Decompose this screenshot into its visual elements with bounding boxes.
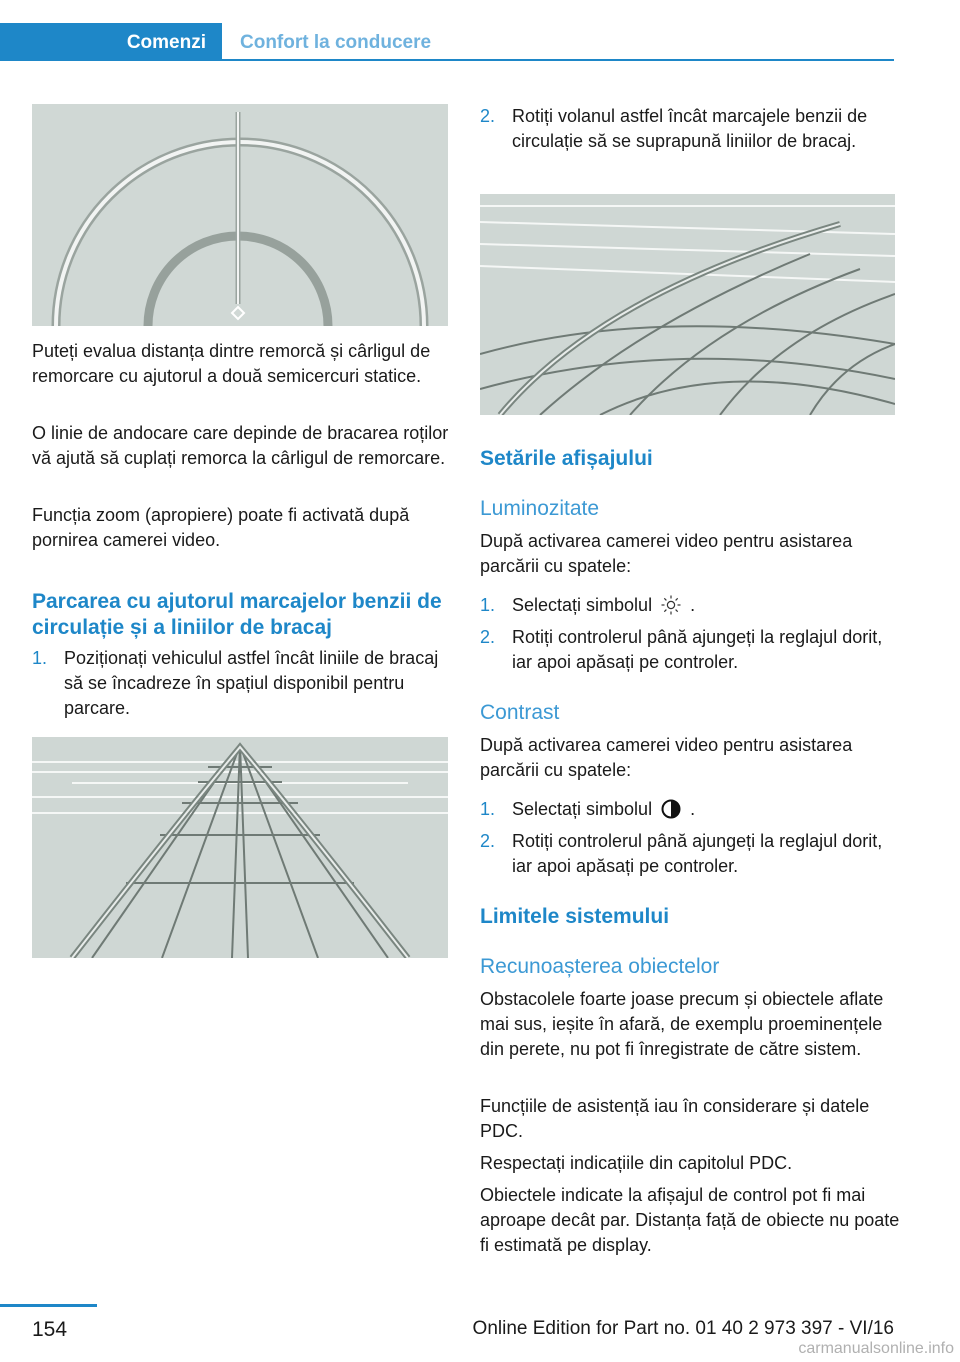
step-text: Rotiți controlerul până ajungeți la reglajul dorit, iar apoi apăsați pe controler. — [512, 831, 883, 876]
list-item-step-1 — [32, 646, 452, 726]
step-text — [512, 797, 896, 822]
page-number: 154 — [32, 1318, 68, 1341]
heading-parking-lanes: Parcarea cu ajutorul marcajelor benzii de circulație și a liniilor de bracaj — [32, 590, 442, 639]
paragraph-pdc-chapter: Respectați indicațiile din capitolul PDC. — [480, 1153, 793, 1173]
paragraph-low-obstacles: Obstacolele foarte joase precum și obiectele aflate mai sus, ieșite în afară, de exemplu proeminențele din perete, nu pot fi înregistrate de către sistem. — [480, 989, 884, 1059]
step-number: 2. — [480, 831, 496, 851]
list-item-step-2 — [480, 104, 900, 184]
figure-steering-overlay — [480, 194, 895, 415]
paragraph-semicircles: Puteți evalua distanța dintre remorcă și cârligul de remorcare cu ajutorul a două semicercuri statice. — [32, 341, 431, 386]
brightness-step-2 — [480, 625, 900, 677]
heading-system-limits: Limitele sistemului — [480, 905, 670, 928]
brightness-step-1 — [480, 593, 900, 619]
step-text: Poziționați vehiculul astfel încât liniile de bracaj să se încadreze în spațiul disponibil pentru parcare. — [64, 648, 439, 718]
heading-brightness: Luminozitate — [480, 497, 600, 520]
contrast-intro: După activarea camerei video pentru asistarea parcării cu spatele: — [480, 735, 853, 780]
footer-rule — [0, 1304, 97, 1307]
step-number: 2. — [480, 106, 496, 126]
heading-display-settings: Setările afișajului — [480, 447, 653, 470]
paragraph-pdc-data: Funcțiile de asistență iau în considerare și datele PDC. — [480, 1096, 870, 1141]
step-number: 1. — [480, 799, 496, 819]
figure-lane-markings — [32, 737, 448, 958]
edition-label: Online Edition for Part no. 01 40 2 973 397 - VI/16 — [472, 1318, 894, 1339]
contrast-step-1 — [480, 797, 900, 823]
watermark: carmanualsonline.info — [798, 1340, 954, 1357]
section-tab: Confort la conducere — [240, 32, 432, 53]
chapter-tab — [0, 23, 222, 61]
header-rule — [222, 59, 894, 61]
contrast-icon — [660, 798, 682, 820]
step-number: 2. — [480, 627, 496, 647]
paragraph-zoom: Funcția zoom (apropiere) poate fi activată după pornirea camerei video. — [32, 505, 410, 550]
step-text-after: . — [690, 595, 696, 615]
heading-object-recognition: Recunoașterea obiectelor — [480, 955, 720, 978]
paragraph-docking-line: O linie de andocare care depinde de bracarea roților vă ajută să cuplați remorca la cârligul de remorcare. — [32, 423, 449, 468]
step-number: 1. — [480, 595, 496, 615]
heading-contrast: Contrast — [480, 701, 560, 724]
step-number: 1. — [32, 648, 48, 668]
paragraph-distance-warning: Obiectele indicate la afișajul de control pot fi mai aproape decât par. Distanța față de obiecte nu poate fi estimată pe display. — [480, 1185, 900, 1255]
figure-semicircles — [32, 104, 448, 326]
step-text-before: Selectați simbolul — [512, 595, 653, 615]
contrast-step-2 — [480, 829, 900, 881]
step-text: Rotiți controlerul până ajungeți la reglajul dorit, iar apoi apăsați pe controler. — [512, 627, 883, 672]
brightness-icon — [660, 594, 682, 616]
step-text-after: . — [690, 799, 696, 819]
step-text — [512, 593, 896, 618]
chapter-label: Comenzi — [126, 32, 206, 53]
step-text-before: Selectați simbolul — [512, 799, 653, 819]
step-text: Rotiți volanul astfel încât marcajele benzii de circulație să se suprapună liniilor de bracaj. — [512, 106, 868, 151]
brightness-intro: După activarea camerei video pentru asistarea parcării cu spatele: — [480, 531, 853, 576]
